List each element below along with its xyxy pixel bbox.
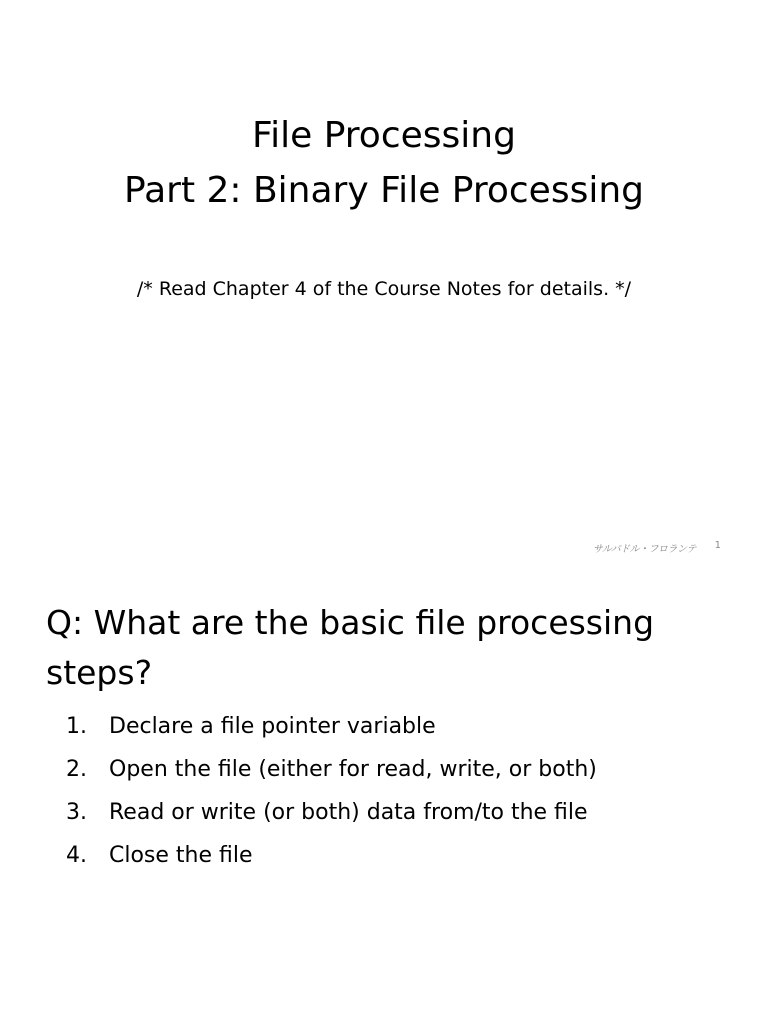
page-number: 1 [714,540,721,551]
title-line-2: Part 2: Binary File Processing [123,170,645,211]
slide-subtitle: /* Read Chapter 4 of the Course Notes for details. */ [136,278,632,300]
step-number: 2. [66,757,87,782]
question-heading: Q: What are the basic file processing steps? [46,603,655,692]
title-line-1: File Processing [252,115,516,156]
list-item [66,748,597,791]
step-text: Open the file (either for read, write, or both) [109,757,597,782]
list-item [66,834,597,877]
step-text: Close the file [109,843,253,868]
step-number: 4. [66,843,87,868]
list-item [66,705,597,748]
footer-author: サルバドル・フロランテ [592,544,696,555]
step-text: Read or write (or both) data from/to the file [109,800,588,825]
slide-title [0,108,768,218]
step-number: 1. [66,714,87,739]
step-text: Declare a file pointer variable [109,714,436,739]
list-item [66,791,597,834]
steps-list [66,705,597,877]
step-number: 3. [66,800,87,825]
